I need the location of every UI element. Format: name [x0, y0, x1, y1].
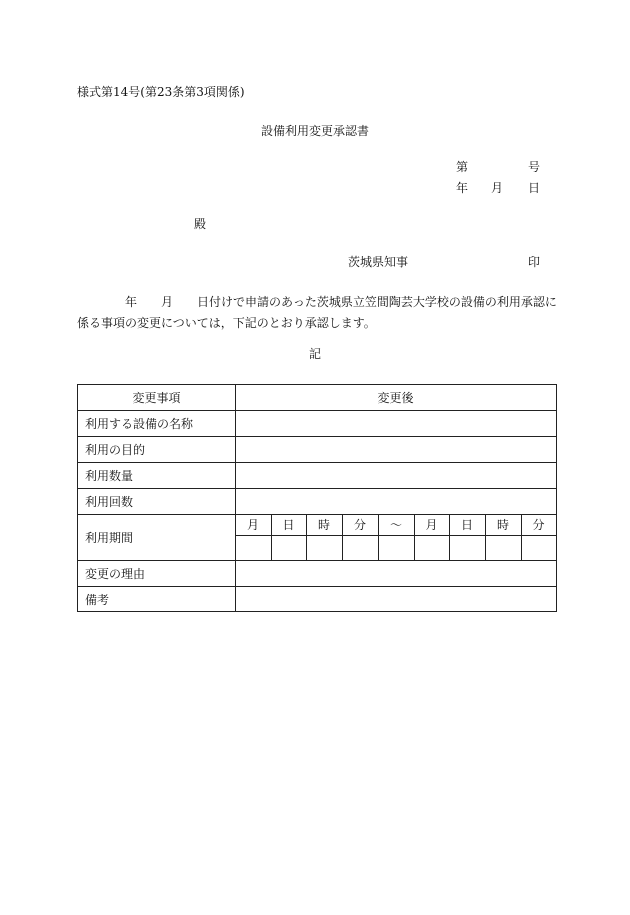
change-items-table [77, 384, 557, 612]
issue-date-day: 日 [528, 181, 541, 195]
period-unit: 月 [425, 518, 438, 532]
row-label-period: 利用期間 [85, 531, 134, 545]
row-label-purpose: 利用の目的 [85, 443, 146, 457]
period-unit: 日 [282, 518, 295, 532]
period-unit: 月 [246, 518, 259, 532]
body-line-1-rest: 日付けで申請のあった茨城県立笠間陶芸大学校の設備の利用承認に [197, 295, 557, 309]
addressee-suffix: 殿 [194, 217, 207, 231]
ki-heading: 記 [308, 347, 321, 361]
body-line-2: 係る事項の変更については，下記のとおり承認します。 [77, 316, 376, 330]
body-year: 年 [125, 295, 138, 309]
body-line-1 [77, 292, 557, 313]
row-label-facility-name: 利用する設備の名称 [85, 417, 194, 431]
issue-date-month: 月 [491, 181, 504, 195]
body-text [77, 292, 557, 334]
period-unit: 日 [460, 518, 473, 532]
row-label-reason: 変更の理由 [85, 567, 146, 581]
issuer-name: 茨城県知事 [348, 255, 409, 269]
doc-number-prefix: 第 [456, 160, 469, 174]
period-unit: 分 [353, 518, 366, 532]
period-unit: ～ [389, 518, 402, 532]
doc-number-suffix: 号 [528, 160, 541, 174]
row-label-quantity: 利用数量 [85, 469, 134, 483]
period-unit: 時 [317, 518, 330, 532]
body-month: 月 [161, 295, 174, 309]
header-change-item: 変更事項 [132, 391, 181, 405]
row-label-remarks: 備考 [85, 593, 110, 607]
header-after-change: 変更後 [377, 391, 414, 405]
seal-mark: 印 [528, 255, 541, 269]
row-label-count: 利用回数 [85, 495, 134, 509]
issue-date-year: 年 [456, 181, 469, 195]
document-title: 設備利用変更承認書 [260, 124, 369, 138]
period-unit: 分 [532, 518, 545, 532]
period-unit: 時 [496, 518, 509, 532]
form-number: 様式第14号(第23条第3項関係) [77, 85, 245, 99]
